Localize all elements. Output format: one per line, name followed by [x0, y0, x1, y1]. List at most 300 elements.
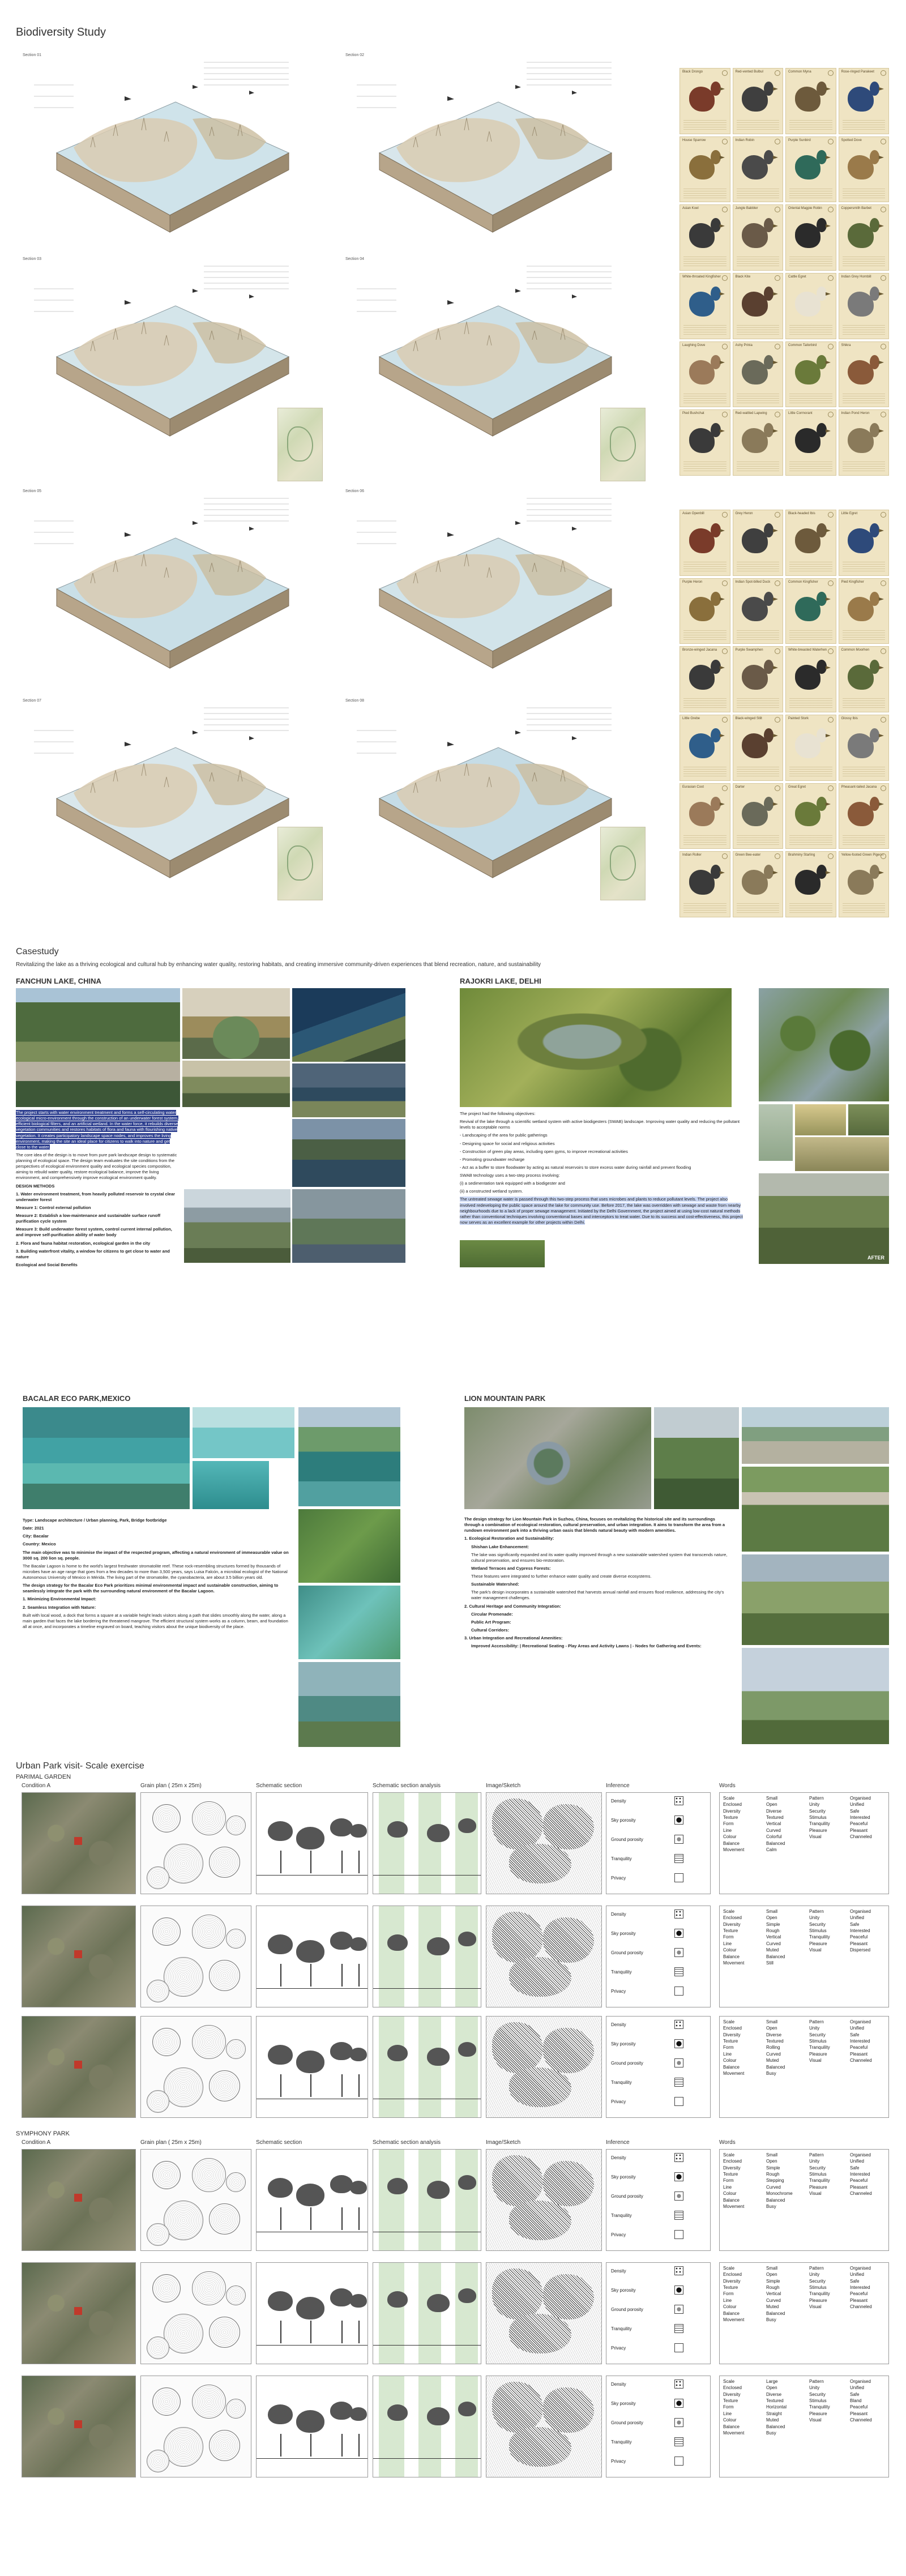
inference-label: Tranquility: [611, 2080, 632, 2085]
tree-canopy: [209, 2203, 240, 2235]
analysis-band: [418, 1906, 441, 2007]
sketch-foliage: [492, 1798, 543, 1849]
words-column: [809, 2019, 830, 2064]
tree-crown: [330, 1818, 353, 1836]
bird-description-text: [789, 902, 832, 913]
site-marker: [74, 2194, 82, 2202]
word: Security: [809, 2032, 826, 2037]
tree-crown: [296, 2050, 324, 2073]
badge-icon: [722, 207, 728, 212]
bacalar-photo: [193, 1461, 269, 1509]
analysis-band: [455, 2150, 478, 2250]
word: Monochrome: [766, 2191, 793, 2197]
bird-beak: [773, 529, 778, 532]
bird-card: [785, 851, 836, 917]
inference-label: Privacy: [611, 1876, 626, 1881]
bird-name: Purple Sunbird: [788, 138, 811, 142]
inference-icon: [674, 2437, 683, 2446]
bird-beak: [826, 734, 831, 737]
words-column: [850, 2019, 872, 2064]
words-column: [850, 1908, 871, 1954]
words-box: [719, 1906, 889, 2007]
inference-label: Privacy: [611, 2099, 626, 2104]
bird-name: Painted Stork: [788, 716, 809, 720]
tree-canopy: [164, 2201, 203, 2240]
word: Unified: [850, 2272, 864, 2278]
bird-card: [839, 851, 890, 917]
word: Pleasure: [809, 2411, 827, 2416]
bacalar-photo: [298, 1509, 400, 1583]
badge-icon: [775, 717, 780, 723]
tree-canopy: [226, 2399, 246, 2419]
rajokri-text: (i) a sedimentation tank equipped with a biodigester and: [460, 1181, 565, 1186]
tree-canopy: [226, 1929, 246, 1949]
bird-card: [680, 273, 730, 339]
bird-card: [733, 68, 784, 134]
analysis-band: [418, 2263, 441, 2364]
bird-card: [839, 510, 890, 576]
grain-plan: [140, 2262, 251, 2364]
bird-name: Indian Roller: [682, 853, 702, 857]
bird-description-text: [843, 765, 886, 777]
tree-trunk: [358, 2321, 360, 2343]
tree-crown: [268, 1934, 293, 1954]
word: Interested: [850, 1928, 870, 1934]
inference-label: Ground porosity: [611, 1837, 643, 1842]
bird-card: [733, 510, 784, 576]
bird-name: Red-vented Bulbul: [735, 70, 763, 74]
badge-icon: [828, 648, 834, 654]
word: Movement: [723, 2070, 745, 2076]
schematic-section-analysis: [373, 2376, 481, 2477]
bird-beak: [773, 666, 778, 669]
rajokri-photo: [759, 1104, 793, 1161]
word: Peaceful: [850, 2045, 868, 2050]
word: Vertical: [766, 1821, 781, 1827]
site-marker: [74, 2420, 82, 2428]
tree-crown: [387, 2404, 408, 2421]
bird-beak: [879, 429, 884, 433]
tree-canopy: [147, 2090, 169, 2113]
fanchun-photo: [292, 1063, 405, 1117]
rajokri-photo: [848, 1104, 889, 1135]
word: Peaceful: [850, 2404, 868, 2410]
ground-line: [257, 1875, 367, 1876]
tree-trunk: [310, 1964, 311, 1987]
bird-card: [680, 341, 730, 408]
word: Safe: [850, 2032, 860, 2037]
tree-trunk: [341, 1964, 343, 1987]
word: Organised: [850, 2152, 871, 2158]
words-column: [723, 2019, 744, 2077]
inference-label: Tranquility: [611, 1970, 632, 1975]
column-header: Grain plan ( 25m x 25m): [140, 2139, 202, 2146]
ground-line: [257, 2345, 367, 2346]
lion-description: [464, 1516, 730, 1651]
word: Safe: [850, 1808, 860, 1814]
site-marker: [74, 1950, 82, 1958]
bird-species-panel: [680, 68, 889, 476]
lion-text: 2. Cultural Heritage and Community Integration:: [464, 1603, 561, 1609]
words-column: [809, 2152, 830, 2197]
bird-card: [680, 409, 730, 476]
column-header: Schematic section: [256, 1783, 302, 1789]
bacalar-text: Built with local wood, a dock that forms a square at a variable height leads visitors along a path that slides smoothly along the water, along a main garden that faces the lake bordering the threatened mangrove. The efficient structural system works as a column, beam, and foundation all at once, and incorporates a timeline engraved on board, teaching visitors about the unique biodiversity of the place.: [23, 1612, 288, 1629]
bird-name: Pied Kingfisher: [841, 580, 864, 584]
fanchun-aerial-photo: [16, 988, 180, 1107]
lion-text: Improved Accessibility: | Recreational Seating - Play Areas and Activity Lawns | - Nodes for Gathering and Events:: [471, 1643, 702, 1649]
words-column: [723, 2378, 744, 2436]
word: Balanced: [766, 2197, 785, 2203]
analysis-band: [418, 2017, 441, 2117]
badge-icon: [775, 70, 780, 76]
word: Rolling: [766, 2045, 780, 2050]
tree-canopy: [147, 2336, 169, 2359]
word: Safe: [850, 2391, 860, 2397]
column-header: Image/Sketch: [486, 2139, 521, 2146]
bird-description-text: [737, 460, 780, 472]
tree-canopy: [192, 1915, 226, 1949]
lion-text: The park's design incorporates a sustainable watershed that harvests annual rainfall and ensures flood resilience, addressing the city's water management challenges.: [471, 1590, 724, 1601]
column-header: Schematic section analysis: [373, 1783, 441, 1789]
badge-icon: [828, 344, 834, 349]
bird-name: Black-headed Ibis: [788, 512, 815, 515]
section-axonometric: [23, 51, 328, 243]
tree-crown: [350, 2407, 367, 2421]
word: Curved: [766, 1827, 781, 1833]
sketch-foliage: [492, 2022, 543, 2073]
word: Line: [723, 2297, 732, 2303]
word: Balance: [723, 1840, 740, 1846]
bird-card: [733, 409, 784, 476]
tree-trunk: [341, 2074, 343, 2097]
word: Calm: [766, 1847, 777, 1852]
word: Balance: [723, 2064, 740, 2070]
tree-crown: [458, 2042, 476, 2057]
badge-icon: [775, 344, 780, 349]
rajokri-text: - Designing space for social and religious activities: [460, 1140, 555, 1146]
sketch-foliage: [543, 2028, 594, 2073]
bird-card: [785, 136, 836, 203]
tree-crown: [296, 2184, 324, 2206]
bird-name: Indian Spot-billed Duck: [735, 580, 771, 584]
after-label: AFTER: [867, 1255, 884, 1261]
badge-icon: [722, 275, 728, 281]
bird-description-text: [737, 697, 780, 708]
fanchun-photo: [184, 1189, 290, 1263]
tree-crown: [387, 1934, 408, 1951]
words-column: [766, 2378, 787, 2436]
tree-crown: [296, 1940, 324, 1963]
word: Rough: [766, 2172, 780, 2177]
word: Peaceful: [850, 1821, 868, 1827]
fanchun-photo: [182, 1061, 290, 1107]
word: Form: [723, 2178, 734, 2184]
tree-canopy: [209, 1847, 240, 1878]
biodiversity-title: Biodiversity Study: [16, 26, 106, 39]
badge-icon: [828, 853, 834, 859]
word: Vertical: [766, 2291, 781, 2297]
lion-aerial-photo: [464, 1407, 651, 1509]
column-header: Grain plan ( 25m x 25m): [140, 1783, 202, 1789]
bird-description-text: [737, 118, 780, 130]
word: Bland: [850, 2398, 862, 2404]
tree-canopy: [147, 2450, 169, 2472]
word: Unity: [809, 1915, 820, 1921]
bird-beak: [879, 597, 884, 601]
bird-description-text: [683, 834, 726, 845]
bird-beak: [826, 429, 831, 433]
word: Visual: [809, 1947, 822, 1953]
inference-label: Ground porosity: [611, 2061, 643, 2066]
bird-name: Oriental Magpie Robin: [788, 207, 822, 211]
word: Unity: [809, 2385, 820, 2391]
words-column: [766, 1795, 785, 1853]
bird-name: House Sparrow: [682, 138, 706, 142]
badge-icon: [881, 717, 886, 723]
analysis-band: [455, 2017, 478, 2117]
word: Unified: [850, 1802, 864, 1808]
condition-aerial-image: [22, 2149, 136, 2251]
words-column: [809, 1795, 830, 1840]
bird-beak: [720, 734, 725, 737]
column-header: Schematic section: [256, 2139, 302, 2146]
fanchun-method: 2. Flora and fauna habitat restoration, ecological garden in the city: [16, 1240, 151, 1246]
bird-card: [733, 783, 784, 849]
schematic-section-analysis: [373, 1906, 481, 2007]
badge-icon: [828, 717, 834, 723]
analysis-band: [379, 1793, 404, 1894]
word: Open: [766, 2272, 777, 2278]
word: Texture: [723, 1815, 738, 1821]
tree-canopy: [209, 2430, 240, 2461]
inference-label: Ground porosity: [611, 2194, 643, 2199]
badge-icon: [722, 717, 728, 723]
word: Peaceful: [850, 1934, 868, 1940]
bacalar-text: 1. Minimizing Environmental Impact:: [23, 1596, 97, 1602]
tree-canopy: [164, 2314, 203, 2353]
fanchun-photo: [292, 1189, 405, 1263]
bird-card: [680, 646, 730, 712]
badge-icon: [828, 512, 834, 518]
word: Movement: [723, 2430, 745, 2436]
inference-label: Ground porosity: [611, 1950, 643, 1955]
schematic-section-analysis: [373, 2016, 481, 2118]
inference-icon: [674, 2058, 683, 2067]
word: Channeled: [850, 2191, 872, 2197]
word: Line: [723, 2184, 732, 2190]
tree-trunk: [358, 2074, 360, 2097]
section-label: Section 08: [345, 699, 365, 703]
image-sketch: [486, 2149, 602, 2251]
bird-beak: [773, 802, 778, 806]
badge-icon: [828, 139, 834, 144]
bird-description-text: [843, 255, 886, 267]
tree-crown: [350, 1824, 367, 1838]
bacalar-text: The design strategy for the Bacalar Eco Park prioritizes minimal environmental impact and sustainable construction, aiming to seamlessly integrate the park with the surrounding natural environment of the Bacalar Lagoon.: [23, 1583, 279, 1594]
word: Muted: [766, 2417, 779, 2423]
bird-description-text: [789, 323, 832, 335]
word: Busy: [766, 2430, 776, 2436]
word: Organised: [850, 2379, 871, 2384]
tree-crown: [427, 2407, 450, 2425]
word: Peaceful: [850, 2291, 868, 2297]
bacalar-heading: BACALAR ECO PARK,MEXICO: [23, 1394, 131, 1403]
bird-description-text: [843, 323, 886, 335]
tree-canopy: [164, 1844, 203, 1883]
badge-icon: [828, 412, 834, 417]
word: Tranquility: [809, 1934, 830, 1940]
badge-icon: [881, 139, 886, 144]
word: Busy: [766, 2203, 776, 2209]
inference-label: Density: [611, 2382, 626, 2387]
inference-label: Density: [611, 2269, 626, 2274]
section-label: Section 07: [23, 699, 42, 703]
word: Channeled: [850, 2058, 872, 2064]
word: Pleasant: [850, 2297, 868, 2303]
analysis-band: [455, 2263, 478, 2364]
word: Enclosed: [723, 2385, 742, 2391]
rajokri-heading: RAJOKRI LAKE, DELHI: [460, 977, 541, 985]
inference-icon: [674, 2211, 683, 2220]
bird-name: Little Cormorant: [788, 412, 813, 416]
tree-trunk: [280, 2321, 281, 2343]
bird-card: [733, 341, 784, 408]
lion-text: Public Art Program:: [471, 1619, 511, 1625]
lion-text: The design strategy for Lion Mountain Park in Suzhou, China, focuses on revitalizing the historical site and its surroundings through a combination of ecological restoration, cultural preservation, and urban integration. It aims to transform the area from a rundown environment park into a thriving urban oasis that blends natural beauty with modern amenities.: [464, 1516, 725, 1533]
tree-crown: [330, 2402, 353, 2420]
tree-canopy: [209, 2317, 240, 2348]
bird-name: Purple Swamphen: [735, 648, 763, 652]
bird-name: Indian Grey Hornbill: [841, 275, 871, 279]
word: Interested: [850, 2039, 870, 2044]
bird-beak: [879, 292, 884, 296]
word: Enclosed: [723, 1802, 742, 1808]
inference-icon: [674, 1987, 683, 1996]
inference-box: [606, 2262, 711, 2364]
word: Balance: [723, 2424, 740, 2429]
words-column: [723, 2152, 744, 2210]
badge-icon: [722, 853, 728, 859]
word: Pleasure: [809, 2051, 827, 2057]
word: Pleasure: [809, 1827, 827, 1833]
bird-card: [680, 783, 730, 849]
tree-trunk: [280, 2207, 281, 2230]
lion-text: Sustainable Watershed:: [471, 1582, 519, 1587]
tree-trunk: [341, 2207, 343, 2230]
analysis-band: [455, 1906, 478, 2007]
word: Pleasant: [850, 1941, 868, 1946]
sketch-foliage: [509, 1844, 571, 1883]
bird-name: Green Bee-eater: [735, 853, 761, 857]
bird-name: Grey Heron: [735, 512, 753, 515]
tree-crown: [427, 2294, 450, 2312]
badge-icon: [775, 580, 780, 586]
grain-plan: [140, 2376, 251, 2477]
word: Unified: [850, 2159, 864, 2164]
tree-trunk: [341, 1851, 343, 1873]
bird-card: [680, 715, 730, 781]
word: Form: [723, 1821, 734, 1827]
word: Small: [766, 1796, 778, 1801]
section-label: Section 05: [23, 489, 42, 493]
bird-card: [785, 204, 836, 271]
rajokri-text: - Act as a buffer to store floodwater by acting as natural reservoirs to store excess water during rainfall and prevent flooding: [460, 1164, 691, 1170]
tree-trunk: [310, 2207, 311, 2230]
bird-name: Red-wattled Lapwing: [735, 412, 767, 416]
bird-card: [785, 646, 836, 712]
column-header: Words: [719, 1783, 736, 1789]
rajokri-text: - Promoting groundwater recharge: [460, 1156, 525, 1162]
word: Busy: [766, 2070, 776, 2076]
word: Diversity: [723, 2165, 741, 2171]
lion-text: 3. Urban Integration and Recreational Amenities:: [464, 1635, 563, 1641]
bird-name: Spotted Dove: [841, 138, 862, 142]
words-box: [719, 2149, 889, 2251]
tree-trunk: [341, 2434, 343, 2457]
rajokri-text: - Landscaping of the area for public gatherings: [460, 1133, 548, 1138]
words-column: [723, 1908, 744, 1966]
word: Pleasure: [809, 2297, 827, 2303]
word: Pattern: [809, 2019, 824, 2024]
word: Large: [766, 2379, 778, 2384]
word: Tranquility: [809, 2178, 830, 2184]
bird-name: Common Kingfisher: [788, 580, 818, 584]
word: Form: [723, 2045, 734, 2050]
word: Interested: [850, 1815, 870, 1821]
bird-name: Black Drongo: [682, 70, 703, 74]
word: Visual: [809, 1834, 822, 1840]
badge-icon: [722, 70, 728, 76]
word: Movement: [723, 2317, 745, 2322]
tree-canopy: [152, 2161, 181, 2189]
words-box: [719, 1792, 889, 1894]
bird-description-text: [683, 560, 726, 572]
word: Stimulus: [809, 1815, 827, 1821]
bird-card: [785, 578, 836, 644]
tree-crown: [296, 2410, 324, 2433]
word: Curved: [766, 2051, 781, 2057]
tree-canopy: [192, 2271, 226, 2305]
bird-beak: [773, 429, 778, 433]
column-header: Condition A: [22, 2139, 51, 2146]
fanchun-method: 1. Water environment treatment, from heavily polluted reservoir to crystal clear underwater forest: [16, 1191, 176, 1202]
word: Balance: [723, 1954, 740, 1959]
tree-crown: [427, 1937, 450, 1955]
word: Safe: [850, 1921, 860, 1927]
bird-name: Common Tailorbird: [788, 343, 817, 347]
bird-card: [839, 783, 890, 849]
word: Tranquility: [809, 2404, 830, 2410]
rajokri-photo: [759, 988, 889, 1101]
badge-icon: [828, 785, 834, 791]
word: Pattern: [809, 2379, 824, 2384]
bird-description-text: [683, 118, 726, 130]
bird-name: Darter: [735, 785, 745, 789]
sketch-foliage: [543, 2161, 594, 2206]
inference-box: [606, 1792, 711, 1894]
analysis-band: [379, 1906, 404, 2007]
section-label: Section 06: [345, 489, 365, 493]
word: Channeled: [850, 1834, 872, 1840]
inference-icon: [674, 1815, 683, 1825]
badge-icon: [881, 412, 886, 417]
rajokri-text: SWAB technology uses a two-step process involving:: [460, 1173, 560, 1178]
rajokri-text: Revival of the lake through a scientific wetland system with active biodigesters (SWAB) landscape. Improving water quality and reducing the pollutant levels to acceptable norms: [460, 1119, 740, 1130]
word: Scale: [723, 1796, 735, 1801]
schematic-section: [256, 2149, 368, 2251]
inference-label: Privacy: [611, 2232, 626, 2237]
